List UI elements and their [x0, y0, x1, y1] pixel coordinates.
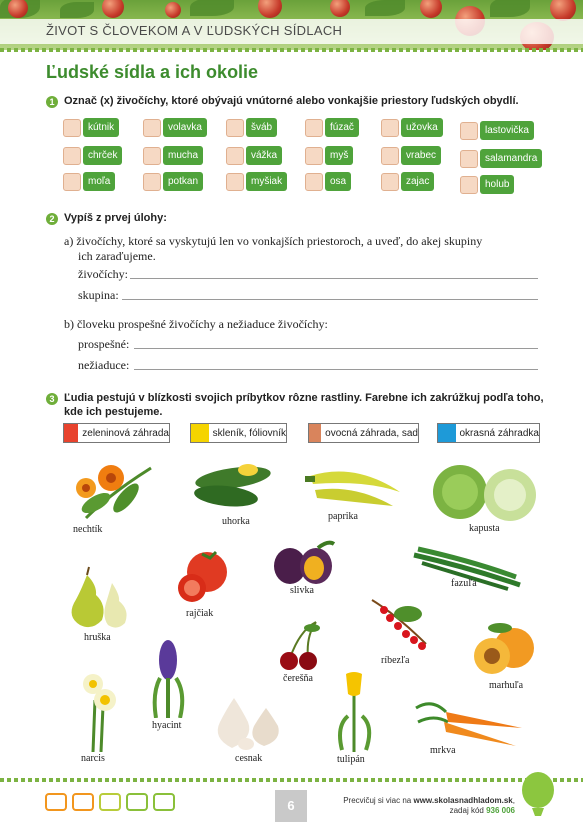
answer-line-neziaduce[interactable] — [134, 369, 538, 370]
plum-image[interactable] — [270, 540, 338, 588]
animal-checkbox[interactable] — [381, 172, 434, 191]
checkbox[interactable] — [63, 147, 81, 165]
label-neziaduce: nežiaduce: — [78, 358, 130, 372]
plant-label: čerešňa — [283, 673, 313, 684]
checkbox[interactable] — [381, 119, 399, 137]
legend-label: ovocná záhrada, sad — [325, 427, 418, 439]
animal-checkbox[interactable] — [143, 146, 203, 165]
tomato-image[interactable] — [172, 548, 234, 606]
animal-checkbox[interactable] — [305, 118, 359, 137]
cherry-image[interactable] — [276, 620, 324, 672]
footer-website-text: Precvičuj si viac na www.skolasnadhladom.sk, — [343, 796, 515, 805]
checkbox[interactable] — [305, 119, 323, 137]
animal-label: užovka — [401, 118, 443, 137]
checkbox[interactable] — [143, 173, 161, 191]
tulip-image[interactable] — [336, 670, 376, 752]
checkbox[interactable] — [460, 176, 478, 194]
legend-swatch — [438, 424, 456, 442]
page-title: Ľudské sídla a ich okolie — [46, 62, 259, 82]
label-zivocichy: živočíchy: — [78, 267, 128, 281]
task1-text: Označ (x) živočíchy, ktoré obývajú vnútorné alebo vonkajšie priestory ľudských obydlí. — [64, 95, 519, 107]
animal-label: kútnik — [83, 118, 119, 137]
animal-label: fúzač — [325, 118, 359, 137]
checkbox[interactable] — [226, 173, 244, 191]
legend-vegetable-garden — [63, 423, 170, 443]
footer-code-text: zadaj kód 936 006 — [449, 806, 515, 815]
plant-label: fazuľa — [451, 578, 477, 589]
plant-label: narcis — [81, 753, 105, 764]
legend-label: okrasná záhradka — [459, 427, 539, 439]
garlic-image[interactable] — [208, 688, 286, 752]
happy-face-icon — [126, 793, 148, 811]
answer-line-zivocichy[interactable] — [130, 278, 538, 279]
cucumber-image[interactable] — [188, 458, 278, 513]
plant-label: rajčiak — [186, 608, 214, 619]
daffodil-image[interactable] — [75, 670, 121, 752]
animal-label: vrabec — [401, 146, 441, 165]
cabbage-image[interactable] — [430, 462, 540, 522]
animal-checkbox[interactable] — [305, 146, 353, 165]
header-divider — [0, 48, 583, 52]
checkbox[interactable] — [226, 147, 244, 165]
task-number: 1 — [46, 96, 58, 108]
task-number: 2 — [46, 213, 58, 225]
animal-label: salamandra — [480, 149, 542, 168]
plant-label: hruška — [84, 632, 111, 643]
plant-label: slivka — [290, 585, 314, 596]
animal-checkbox[interactable] — [381, 118, 443, 137]
animal-checkbox[interactable] — [381, 146, 441, 165]
animal-label: vážka — [246, 146, 282, 165]
animal-checkbox[interactable] — [226, 172, 287, 191]
task2a-text: a) živočíchy, ktoré sa vyskytujú len vo vonkajších priestoroch, a uveď, do akej skupiny — [64, 234, 483, 248]
carrot-image[interactable] — [412, 698, 527, 752]
animal-label: šváb — [246, 118, 277, 137]
task2-text: Vypíš z prvej úlohy: — [64, 212, 167, 224]
checkbox[interactable] — [460, 122, 478, 140]
animal-checkbox[interactable] — [305, 172, 351, 191]
legend-swatch — [64, 424, 78, 442]
task3-text-cont: kde ich pestujeme. — [64, 406, 163, 418]
legend-greenhouse — [190, 423, 287, 443]
animal-label: osa — [325, 172, 351, 191]
animal-checkbox[interactable] — [63, 146, 122, 165]
animal-label: holub — [480, 175, 514, 194]
page-number: 6 — [275, 790, 307, 822]
task2a-text-cont: ich zaraďujeme. — [78, 249, 156, 263]
plant-label: uhorka — [222, 516, 250, 527]
happy-face-icon — [153, 793, 175, 811]
sad-face-icon — [45, 793, 67, 811]
sad-face-icon — [72, 793, 94, 811]
legend-label: skleník, fóliovník — [212, 427, 286, 439]
animal-label: lastovička — [480, 121, 534, 140]
apricot-image[interactable] — [470, 620, 540, 678]
animal-label: moľa — [83, 172, 115, 191]
animal-checkbox[interactable] — [226, 118, 277, 137]
animal-checkbox[interactable] — [460, 121, 534, 140]
legend-label: zeleninová záhrada — [82, 427, 169, 439]
pear-image[interactable] — [62, 565, 137, 631]
plant-label: tulipán — [337, 754, 365, 765]
animal-label: myšiak — [246, 172, 287, 191]
answer-line-skupina[interactable] — [122, 299, 538, 300]
task3-text: Ľudia pestujú v blízkosti svojich príbytkov rôzne rastliny. Farebne ich zakrúžkuj podľa toho, — [64, 392, 544, 404]
task2b-text: b) človeku prospešné živočíchy a nežiaduce živočíchy: — [64, 317, 328, 331]
animal-label: mucha — [163, 146, 203, 165]
animal-checkbox[interactable] — [226, 146, 282, 165]
label-prospesne: prospešné: — [78, 337, 130, 351]
checkbox[interactable] — [226, 119, 244, 137]
animal-checkbox[interactable] — [63, 172, 115, 191]
legend-swatch — [309, 424, 321, 442]
balloon-logo-icon — [518, 772, 558, 822]
hyacinth-image[interactable] — [148, 638, 190, 718]
pepper-image[interactable] — [305, 462, 405, 510]
marigold-image[interactable] — [66, 458, 156, 524]
checkbox[interactable] — [381, 173, 399, 191]
label-skupina: skupina: — [78, 288, 119, 302]
chapter-title: ŽIVOT S ČLOVEKOM A V ĽUDSKÝCH SÍDLACH — [46, 23, 343, 38]
neutral-face-icon — [99, 793, 121, 811]
animal-checkbox[interactable] — [63, 118, 119, 137]
checkbox[interactable] — [63, 119, 81, 137]
plant-label: marhuľa — [489, 680, 524, 691]
checkbox[interactable] — [381, 147, 399, 165]
footer-divider — [0, 778, 583, 782]
plant-label: nechtík — [73, 524, 103, 535]
animal-checkbox[interactable] — [460, 175, 514, 194]
animal-label: volavka — [163, 118, 207, 137]
checkbox[interactable] — [63, 173, 81, 191]
animal-label: zajac — [401, 172, 434, 191]
animal-label: chrček — [83, 146, 122, 165]
legend-orchard — [308, 423, 419, 443]
plant-label: ríbezľa — [381, 655, 410, 666]
plant-label: paprika — [328, 511, 358, 522]
legend-ornamental-garden — [437, 423, 540, 443]
animal-checkbox[interactable] — [460, 149, 542, 168]
plant-label: mrkva — [430, 745, 456, 756]
legend-swatch — [191, 424, 209, 442]
checkbox[interactable] — [143, 147, 161, 165]
checkbox[interactable] — [305, 173, 323, 191]
currant-image[interactable] — [368, 596, 434, 654]
checkbox[interactable] — [143, 119, 161, 137]
answer-line-prospesne[interactable] — [134, 348, 538, 349]
task-number: 3 — [46, 393, 58, 405]
animal-checkbox[interactable] — [143, 172, 203, 191]
checkbox[interactable] — [460, 150, 478, 168]
checkbox[interactable] — [305, 147, 323, 165]
plant-label: cesnak — [235, 753, 263, 764]
animal-label: myš — [325, 146, 353, 165]
plant-label: hyacint — [152, 720, 182, 731]
animal-label: potkan — [163, 172, 203, 191]
animal-checkbox[interactable] — [143, 118, 207, 137]
plant-label: kapusta — [469, 523, 500, 534]
